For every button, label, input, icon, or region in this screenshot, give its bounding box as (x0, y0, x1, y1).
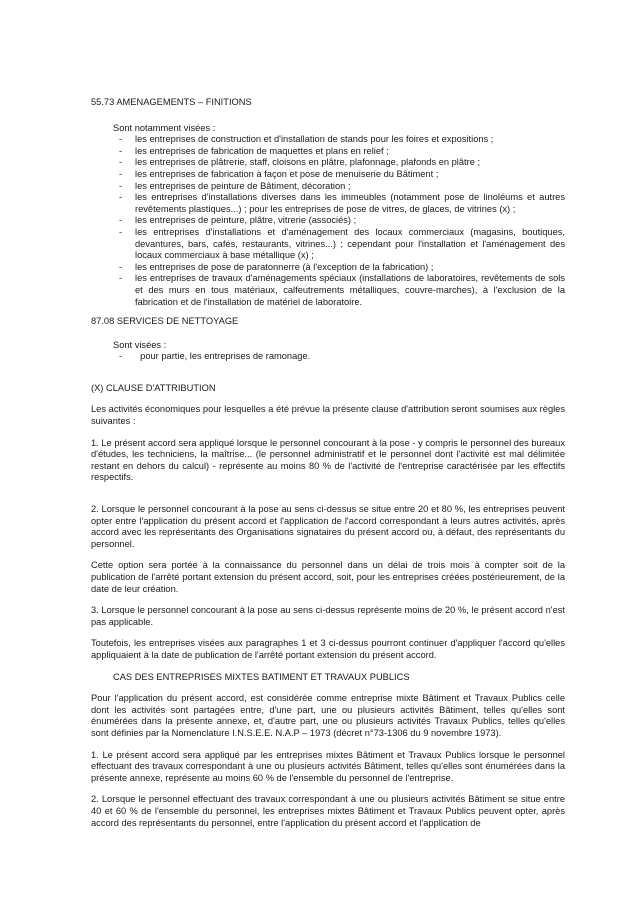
section-8708-list (91, 351, 565, 363)
clause-paragraph-2b: Cette option sera portée à la connaissance du personnel dans un délai de trois mois à compter soit de la publication de l'arrêté portant extension du présent accord, soit, pour les entreprises créées postérieurement, de la date de leur création. (91, 560, 565, 594)
mixtes-paragraph-2: 2. Lorsque le personnel effectuant des travaux correspondant à une ou plusieurs activités Bâtiment se situe entre 40 et 60 % de l'ensemble du personnel, les entreprises mixtes Bâtiment et Travaux Publics peuvent opter, après accord des représentants du personnel, entre l'application du présent accord et l'application de (91, 794, 565, 828)
list-item: - les entreprises de peinture, plâtre, vitrerie (associés) ; (119, 215, 357, 226)
mixtes-intro: Pour l'application du présent accord, est considérée comme entreprise mixte Bâtiment et Travaux Publics celle dont les activités sont partagées entre, d'une part, une ou plusieurs activités Bâtiment, telles qu'elles sont énumérées dans la présente annexe, et, d'autre part, une ou plusieurs activités Travaux Publics, telles qu'elles sont définies par la Nomenclature I.N.S.E.E. N.A.P – 1973 (décret n°73-1306 du 9 novembre 1973). (91, 693, 565, 738)
list-item: - les entreprises de fabrication de maquettes et plans en relief ; (119, 145, 389, 156)
section-8708-intro: Sont visées : (113, 339, 167, 350)
list-item: - les entreprises d'installations et d'aménagement des locaux commerciaux (magasins, boutiques, devantures, bars, cafés, restaurants, vitrines...) ; cependant pour l'installation et l'aménagement des locaux commerciaux à base métallique (x) ; (119, 226, 565, 261)
section-5573-list (91, 134, 565, 308)
list-item: - pour partie, les entreprises de ramonage. (119, 351, 311, 362)
clause-title: (X) CLAUSE D'ATTRIBUTION (91, 382, 216, 393)
clause-paragraph-1: 1. Le présent accord sera appliqué lorsque le personnel concourant à la pose - y compris le personnel des bureaux d'études, les techniciens, la maîtrise... (le personnel administratif et le personnel dont l'activité est mal délimitée restant en dehors du calcul) - représente au moins 80 % de l'activité de l'entreprise caractérisée par les effectifs respectifs. (91, 437, 565, 483)
list-item: - les entreprises de fabrication à façon et pose de menuiserie du Bâtiment ; (119, 168, 439, 179)
list-item: - les entreprises de construction et d'installation de stands pour les foires et expositions ; (119, 134, 494, 145)
document-content (91, 97, 565, 829)
clause-paragraph-4: Toutefois, les entreprises visées aux paragraphes 1 et 3 ci-dessus pourront continuer d'appliquer l'accord qu'elles appliquaient à la date de publication de l'arrêté portant extension du présent accord. (91, 638, 565, 660)
list-item: - les entreprises de travaux d'aménagements spéciaux (installations de laboratoires, revêtements de sols et des murs en tous matériaux, calfeutrements métalliques, couvre-marches), à l'exclusion de la fabrication et de l'installation de matériel de laboratoire. (119, 273, 565, 307)
section-5573-intro: Sont notamment visées : (113, 122, 216, 133)
list-item: - les entreprises de peinture de Bâtiment, décoration ; (119, 180, 351, 191)
section-8708-title: 87.08 SERVICES DE NETTOYAGE (91, 316, 239, 327)
section-5573-title: 55.73 AMENAGEMENTS – FINITIONS (91, 97, 252, 107)
mixtes-title: CAS DES ENTREPRISES MIXTES BATIMENT ET TRAVAUX PUBLICS (113, 671, 410, 682)
list-item: - les entreprises de pose de paratonnerre (à l'exception de la fabrication) ; (119, 261, 434, 272)
mixtes-paragraph-1: 1. Le présent accord sera appliqué par les entreprises mixtes Bâtiment et Travaux Publics lorsque le personnel effectuant des travaux correspondant à une ou plusieurs activités Bâtiment, telles qu'elles sont énumérées dans la présente annexe, représente au moins 60 % de l'ensemble du personnel de l'entreprise. (91, 749, 565, 783)
clause-paragraph-2: 2. Lorsque le personnel concourant à la pose au sens ci-dessus se situe entre 20 et 80 %, les entreprises peuvent opter entre l'application du présent accord et l'application de l'accord correspondant à leurs autres activités, après accord avec les représentants des Organisations signataires du présent accord ou, à défaut, des représentants du personnel. (91, 504, 565, 549)
list-item: - les entreprises de plâtrerie, staff, cloisons en plâtre, plafonnage, plafonds en plâtre ; (119, 157, 481, 168)
clause-intro: Les activités économiques pour lesquelles a été prévue la présente clause d'attribution seront soumises aux règles suivantes : (91, 404, 565, 427)
list-item: - les entreprises d'installations diverses dans les immeubles (notamment pose de linoléums et autres revêtements plastiques...) ; pour les entreprises de pose de vitres, de glaces, de vitrines (x) ; (119, 192, 565, 214)
clause-paragraph-3: 3. Lorsque le personnel concourant à la pose au sens ci-dessus représente moins de 20 %, le présent accord n'est pas applicable. (91, 605, 565, 627)
